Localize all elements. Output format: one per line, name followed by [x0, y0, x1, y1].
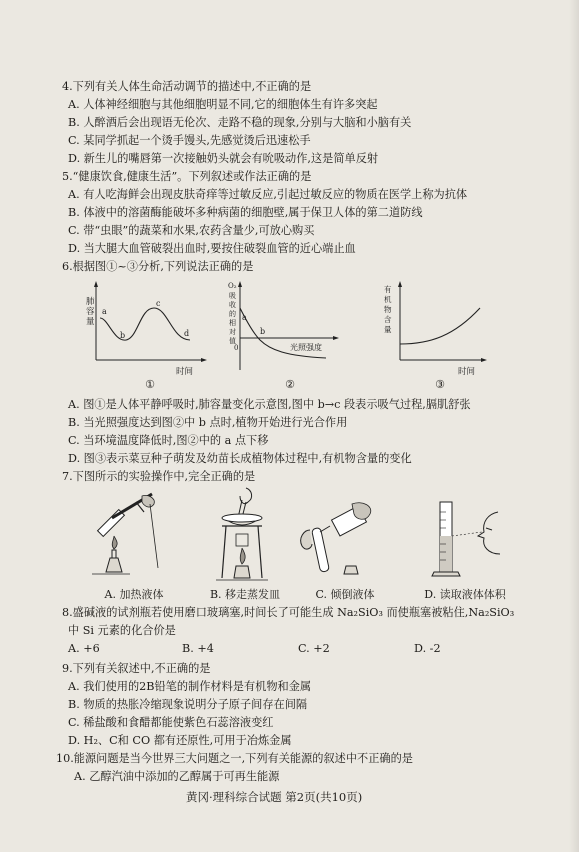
- page-edge-shadow: [569, 0, 579, 852]
- evaporating-dish-illustration: [212, 486, 272, 584]
- graph2-ylabel-7: 值: [229, 337, 236, 345]
- q5-stem: 5.“健康饮食,健康生活”。下列叙述或作法正确的是: [62, 170, 312, 183]
- graph2-ylabel-6: 对: [229, 328, 236, 336]
- q10-option-a: A. 乙醇汽油中添加的乙醇属于可再生能源: [74, 770, 280, 783]
- graph2-caption: ②: [285, 378, 295, 391]
- graph1-ylabel-1: 肺: [86, 297, 95, 307]
- graph3-ylabel-5: 量: [384, 325, 392, 334]
- heating-liquid-illustration: [90, 488, 170, 584]
- q5-option-d: D. 当大腿大血管破裂出血时,要按住破裂血管的近心端止血: [68, 242, 356, 255]
- graph2-point-b: b: [260, 327, 266, 336]
- q7-caption-d: D. 读取液体体积: [424, 588, 506, 601]
- q7-caption-b: B. 移走蒸发皿: [209, 588, 281, 601]
- graph1-ylabel-2: 容: [86, 307, 95, 317]
- page-footer: 黄冈·理科综合试题 第2页(共10页): [186, 790, 363, 804]
- graph3-ylabel-4: 含: [384, 315, 392, 324]
- q8-option-d: D. -2: [414, 642, 441, 655]
- q4-option-d: D. 新生儿的嘴唇第一次接触奶头就会有吮吸动作,这是简单反射: [68, 152, 379, 165]
- graph1-point-a: a: [102, 307, 107, 316]
- q4-option-a: A. 人体神经细胞与其他细胞明显不同,它的细胞体生有许多突起: [68, 98, 378, 111]
- q6-option-d: D. 图③表示菜豆种子萌发及幼苗长成植物体过程中,有机物含量的变化: [68, 452, 412, 465]
- graph-lung-volume: [84, 278, 214, 386]
- graph-oxygen-absorption: [226, 278, 344, 386]
- q5-option-a: A. 有人吃海鲜会出现皮肤奇痒等过敏反应,引起过敏反应的物质在医学上称为抗体: [68, 188, 468, 201]
- graph3-xlabel: 时间: [458, 367, 476, 377]
- graph1-point-b: b: [120, 331, 126, 340]
- q8-stem-line1: 8.盛碱液的试剂瓶若使用磨口玻璃塞,时间长了可能生成 Na₂SiO₃ 而使瓶塞被粘住,Na₂SiO₃: [62, 606, 515, 619]
- graph2-point-a: a: [242, 313, 247, 322]
- q6-option-b: B. 当光照强度达到图②中 b 点时,植物开始进行光合作用: [68, 416, 348, 429]
- q5-option-c: C. 带“虫眼”的蔬菜和水果,农药含量少,可放心购买: [68, 224, 315, 237]
- q10-stem: 10.能源问题是当今世界三大问题之一,下列有关能源的叙述中不正确的是: [56, 752, 413, 765]
- graph1-xlabel: 时间: [176, 367, 194, 377]
- graph1-point-c: c: [156, 299, 161, 308]
- graph2-ylabel-5: 相: [229, 319, 236, 327]
- graph2-ylabel-3: 收: [229, 301, 236, 309]
- graph2-ylabel-2: 吸: [229, 292, 236, 300]
- graph3-caption: ③: [435, 378, 445, 391]
- q4-option-b: B. 人醉酒后会出现语无伦次、走路不稳的现象,分别与大脑和小脑有关: [68, 116, 412, 129]
- q5-option-b: B. 体液中的溶菌酶能破坏多种病菌的细胞壁,属于保卫人体的第二道防线: [68, 206, 423, 219]
- q6-stem: 6.根据图①~③分析,下列说法正确的是: [62, 260, 254, 273]
- q7-caption-a: A. 加热液体: [104, 588, 164, 601]
- pouring-liquid-illustration: [290, 500, 390, 584]
- q8-stem-line2: 中 Si 元素的化合价是: [68, 624, 176, 637]
- graph1-ylabel-3: 量: [86, 317, 95, 327]
- q8-option-a: A. +6: [68, 642, 100, 655]
- q4-option-c: C. 某同学抓起一个烫手馒头,先感觉烫后迅速松手: [68, 134, 311, 147]
- graph2-origin: 0: [234, 344, 239, 352]
- q8-option-c: C. +2: [298, 642, 330, 655]
- graph2-xlabel: 光照强度: [290, 343, 322, 352]
- q9-option-d: D. H₂、C和 CO 都有还原性,可用于冶炼金属: [68, 734, 292, 747]
- reading-volume-illustration: [422, 492, 512, 584]
- graph2-ylabel-1: O₂: [228, 282, 237, 290]
- q7-caption-c: C. 倾倒液体: [315, 588, 375, 601]
- graph3-ylabel-2: 机: [384, 295, 392, 304]
- q9-option-c: C. 稀盐酸和食醋都能使紫色石蕊溶液变红: [68, 716, 274, 729]
- graph-organic-content: [380, 278, 492, 386]
- q6-option-c: C. 当环境温度降低时,图②中的 a 点下移: [68, 434, 269, 447]
- q8-option-b: B. +4: [182, 642, 214, 655]
- q9-stem: 9.下列有关叙述中,不正确的是: [62, 662, 211, 675]
- q9-option-a: A. 我们使用的2B铅笔的制作材料是有机物和金属: [68, 680, 312, 693]
- q7-stem: 7.下图所示的实验操作中,完全正确的是: [62, 470, 256, 483]
- graph3-ylabel-1: 有: [384, 285, 392, 294]
- q8-options: [68, 642, 508, 656]
- q4-stem: 4.下列有关人体生命活动调节的描述中,不正确的是: [62, 80, 312, 93]
- graph3-ylabel-3: 物: [384, 305, 392, 314]
- graph1-caption: ①: [145, 378, 155, 391]
- graph1-point-d: d: [184, 329, 190, 338]
- graph2-ylabel-4: 的: [229, 310, 236, 318]
- q9-option-b: B. 物质的热胀冷缩现象说明分子原子间存在间隔: [68, 698, 308, 711]
- q6-option-a: A. 图①是人体平静呼吸时,肺容量变化示意图,图中 b→c 段表示吸气过程,膈肌舒张: [68, 398, 471, 411]
